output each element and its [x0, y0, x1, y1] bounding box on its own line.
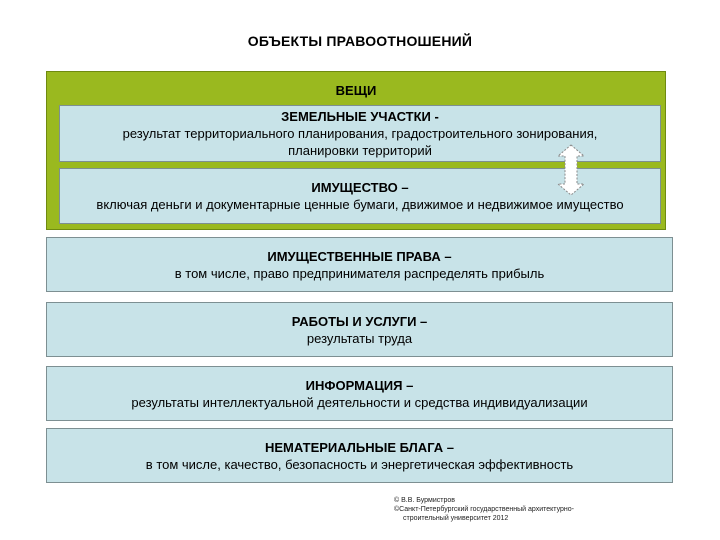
property-desc: включая деньги и документарные ценные бумаги, движимое и недвижимое имущество — [96, 197, 624, 212]
copyright-org-line2: строительный университет 2012 — [403, 515, 509, 522]
information-desc: результаты интеллектуальной деятельности и средства индивидуализации — [131, 394, 588, 410]
land-plots-desc-line1: результат территориального планирования, градостроительного зонирования, — [122, 126, 598, 141]
page-title: ОБЪЕКТЫ ПРАВООТНОШЕНИЙ — [247, 33, 473, 49]
intangible-goods-desc: в том числе, качество, безопасность и энергетическая эффективность — [145, 456, 574, 472]
works-services-heading: РАБОТЫ И УСЛУГИ – — [291, 313, 428, 329]
intangible-goods-heading: НЕМАТЕРИАЛЬНЫЕ БЛАГА – — [265, 439, 454, 455]
property-heading: ИМУЩЕСТВО – — [311, 180, 409, 195]
copyright-author: © В.В. Бурмистров — [394, 497, 455, 504]
intangible-goods-box — [46, 428, 673, 483]
land-plots-desc-line2: планировки территорий — [288, 143, 432, 158]
land-plots-heading: ЗЕМЕЛЬНЫЕ УЧАСТКИ - — [281, 109, 439, 124]
information-box — [46, 366, 673, 421]
property-rights-box — [46, 237, 673, 292]
property-rights-desc: в том числе, право предпринимателя распределять прибыль — [174, 265, 545, 281]
copyright-footer — [394, 496, 644, 523]
things-label: ВЕЩИ — [335, 83, 377, 98]
works-services-desc: результаты труда — [306, 330, 413, 346]
copyright-org-line1: ©Санкт-Петербургский государственный архитектурно- — [394, 506, 574, 513]
property-rights-heading: ИМУЩЕСТВЕННЫЕ ПРАВА – — [267, 248, 452, 264]
double-arrow-icon — [557, 144, 585, 196]
information-heading: ИНФОРМАЦИЯ – — [305, 377, 414, 393]
works-services-box — [46, 302, 673, 357]
